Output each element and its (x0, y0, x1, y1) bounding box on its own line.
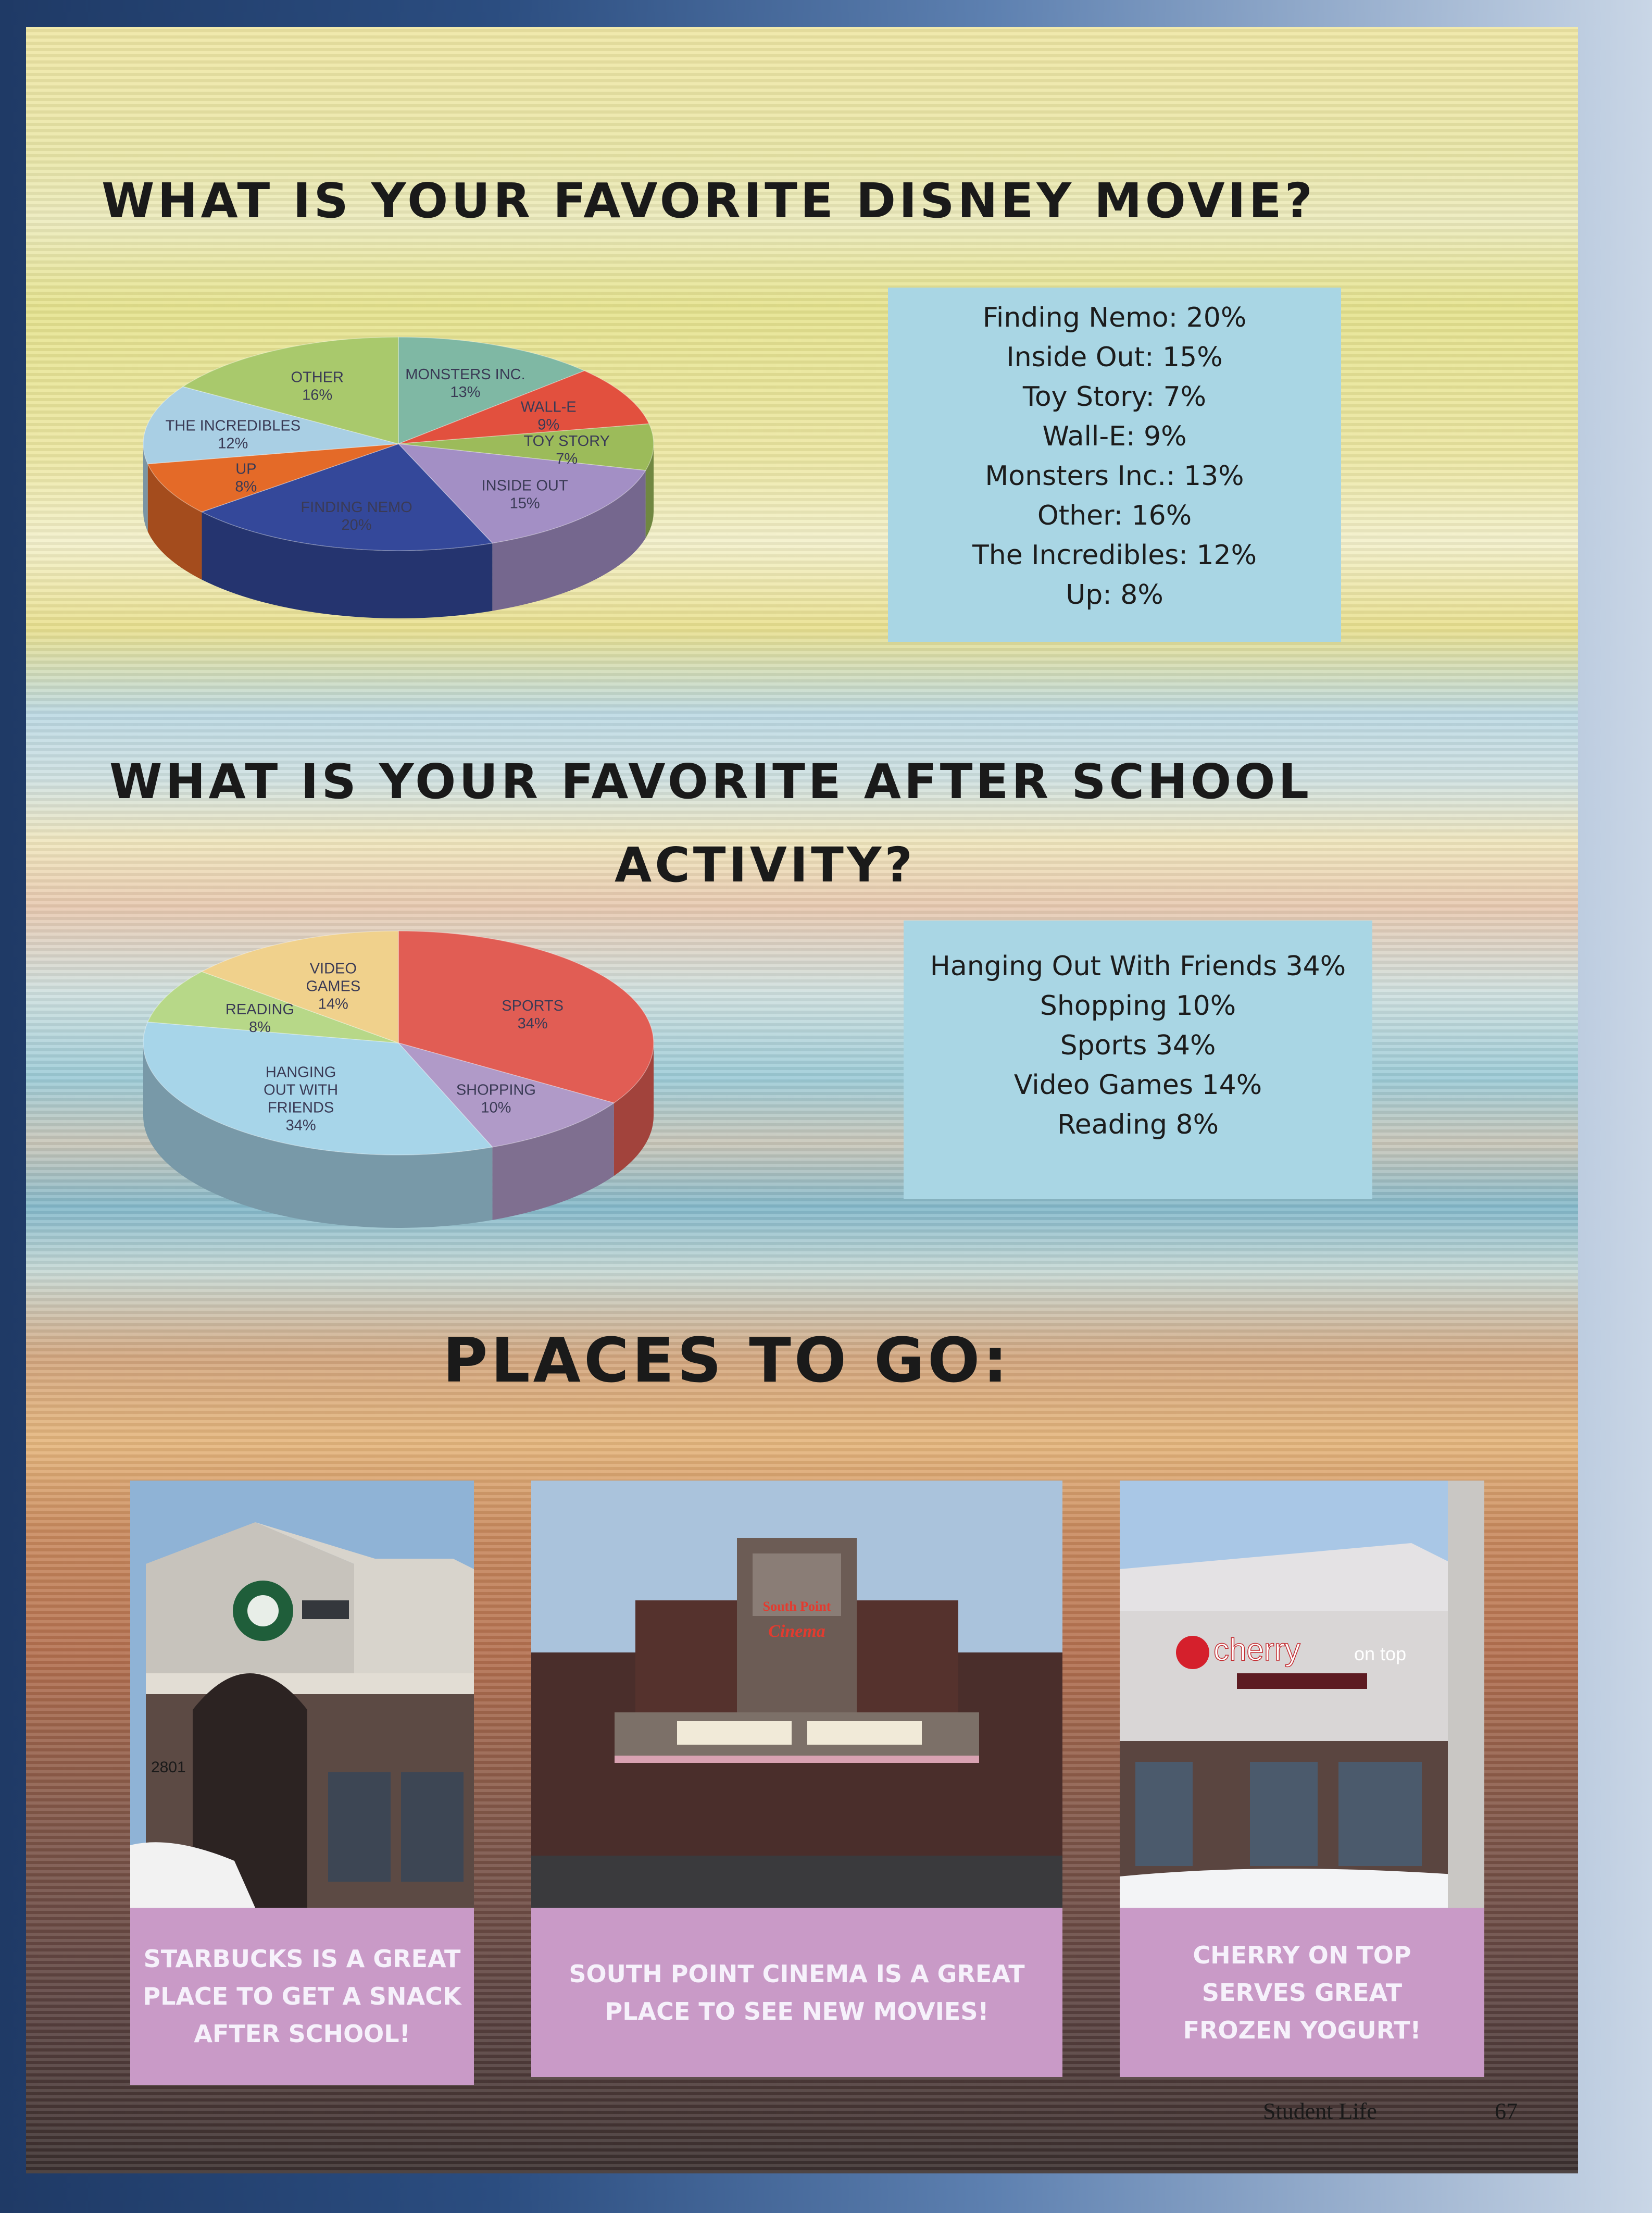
activity-stat-item: Video Games 14% (1013, 1070, 1262, 1101)
disney-pie-chart (138, 303, 711, 657)
disney-stat-item: Other: 16% (1037, 500, 1192, 531)
disney-stat-item: Inside Out: 15% (1006, 342, 1223, 373)
pie-slice-label: HANGING OUT WITH FRIENDS 34% (264, 1064, 339, 1134)
activity-stat-item: Hanging Out With Friends 34% (930, 951, 1346, 982)
cinema-caption: SOUTH POINT CINEMA IS A GREAT PLACE TO SEE NEW MOVIES! (531, 1908, 1062, 2077)
disney-stat-item: Finding Nemo: 20% (982, 302, 1247, 333)
pie-slice-label: SPORTS 34% (502, 997, 564, 1032)
disney-stats-box (888, 288, 1341, 642)
activity-stat-item: Reading 8% (1057, 1109, 1219, 1140)
cherry-sign-name: cherry (1213, 1632, 1300, 1667)
disney-stat-item: Up: 8% (1066, 579, 1163, 611)
cinema-sign-name: South Point (762, 1599, 831, 1614)
activity-stats-box (904, 921, 1372, 1199)
pie-slice-label: UP 8% (235, 461, 257, 495)
disney-stat-item: The Incredibles: 12% (972, 540, 1257, 571)
pie-slice-label: INSIDE OUT 15% (481, 477, 568, 512)
cherry-on-top-caption: CHERRY ON TOP SERVES GREAT FROZEN YOGURT! (1120, 1908, 1484, 2077)
footer-section-name: Student Life (1263, 2098, 1377, 2124)
pie-slice-label: TOY STORY 7% (523, 433, 610, 468)
cherry-sign-ontop: on top (1354, 1643, 1407, 1664)
yearbook-page (26, 27, 1578, 2173)
pie-slice-label: OTHER 16% (291, 369, 344, 404)
cinema-photo (531, 1481, 1062, 1908)
disney-heading: WHAT IS YOUR FAVORITE DISNEY MOVIE? (102, 173, 1316, 229)
starbucks-caption: STARBUCKS IS A GREAT PLACE TO GET A SNACK AFTER SCHOOL! (130, 1908, 474, 2085)
activity-stat-item: Sports 34% (1060, 1030, 1216, 1061)
pie-slice-label: FINDING NEMO 20% (301, 499, 412, 534)
starbucks-photo (130, 1481, 474, 1908)
disney-stat-item: Toy Story: 7% (1022, 381, 1207, 413)
starbucks-address-number: 2801 (151, 1759, 186, 1776)
cherry-on-top-photo (1120, 1481, 1484, 1908)
activity-pie-chart (138, 892, 711, 1251)
cinema-sign-word: Cinema (768, 1622, 825, 1641)
footer-page-number: 67 (1495, 2098, 1518, 2124)
places-heading: PLACES TO GO: (443, 1324, 1011, 1396)
after-school-heading-line2: ACTIVITY? (615, 837, 916, 893)
pie-slice-label: THE INCREDIBLES 12% (165, 417, 301, 452)
pie-slice-label: WALL-E 9% (520, 399, 577, 433)
disney-stat-item: Monsters Inc.: 13% (985, 461, 1244, 492)
pie-slice-label: VIDEO GAMES 14% (306, 960, 361, 1013)
after-school-heading-line1: WHAT IS YOUR FAVORITE AFTER SCHOOL (109, 754, 1312, 810)
pie-slice-label: MONSTERS INC. 13% (405, 366, 525, 401)
activity-stat-item: Shopping 10% (1040, 990, 1236, 1022)
pie-slice-label: SHOPPING 10% (456, 1081, 536, 1116)
disney-stat-item: Wall-E: 9% (1042, 421, 1187, 452)
pie-slice-label: READING 8% (225, 1001, 295, 1036)
